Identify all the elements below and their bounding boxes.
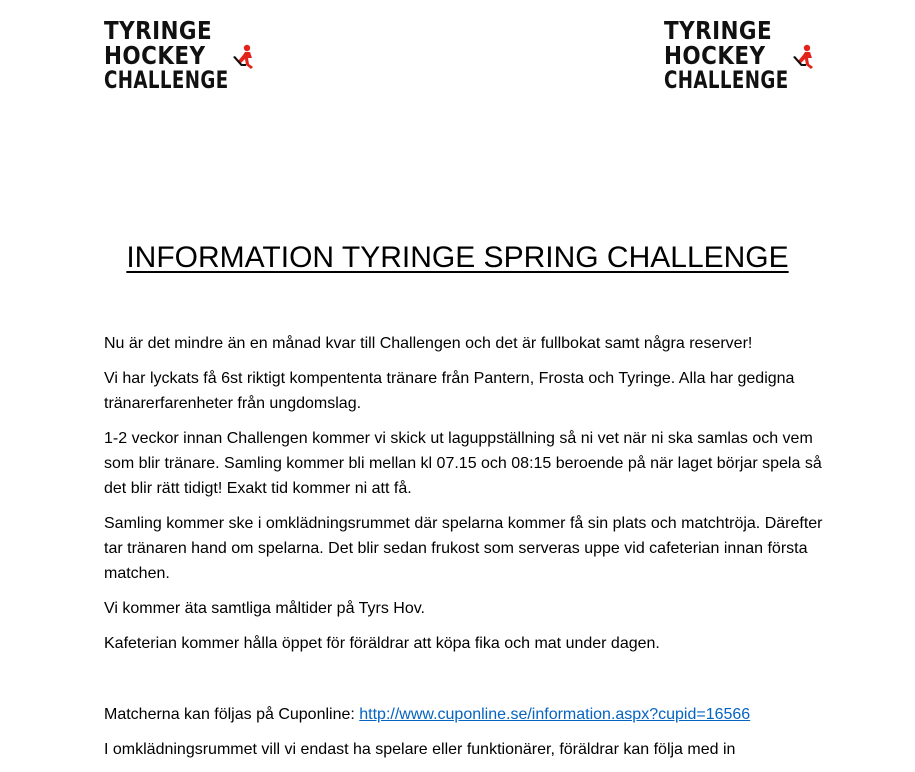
document-body — [104, 331, 824, 772]
tyringe-hockey-challenge-logo-left — [104, 18, 254, 98]
paragraph-locker-room: I omklädningsrummet vill vi endast ha spelare eller funktionärer, föräldrar kan följa med in — [104, 741, 736, 758]
logo-hockey-row — [104, 43, 254, 68]
paragraph-meals: Vi kommer äta samtliga måltider på Tyrs Hov. — [104, 600, 425, 617]
tyringe-hockey-challenge-logo-right — [664, 18, 814, 98]
paragraph-cafeteria: Kafeterian kommer hålla öppet för föräldrar att köpa fika och mat under dagen. — [104, 635, 660, 652]
hockey-player-icon — [232, 44, 256, 70]
hockey-player-icon — [792, 44, 816, 70]
logo-line-tyringe: TYRINGE — [104, 16, 213, 45]
paragraph-fully-booked: Nu är det mindre än en månad kvar till Challengen och det är fullbokat samt några reserver! — [104, 335, 753, 352]
logo-hockey-row — [664, 43, 814, 68]
logo-line-hockey: HOCKEY — [664, 41, 766, 70]
logo-line-hockey: HOCKEY — [104, 41, 206, 70]
cuponline-link[interactable]: http://www.cuponline.se/information.aspx?cupid=16566 — [359, 706, 751, 723]
document-title — [0, 238, 915, 278]
paragraph-coaches: Vi har lyckats få 6st riktigt kompententa tränare från Pantern, Frosta och Tyringe. Alla har gedigna tränarerfarenheter från ungdomslag. — [104, 370, 795, 412]
paragraph-team-lineup: 1-2 veckor innan Challengen kommer vi skick ut laguppställning så ni vet när ni ska samlas och vem som blir tränare. Samling kommer bli mellan kl 07.15 och 08:15 beroende på när laget börjar spela så det blir rätt tidigt! Exakt tid kommer ni att få. — [104, 430, 822, 497]
logo-line-challenge: CHALLENGE — [664, 66, 789, 94]
paragraph-gathering: Samling kommer ske i omklädningsrummet där spelarna kommer få sin plats och matchtröja. Därefter tar tränaren hand om spelarna. Det blir sedan frukost som serveras uppe vid cafeterian innan första matchen. — [104, 515, 823, 582]
paragraph-cuponline — [104, 702, 824, 727]
logo-line-challenge: CHALLENGE — [104, 66, 229, 94]
document-title-text: INFORMATION TYRINGE SPRING CHALLENGE — [126, 241, 789, 274]
logo-line-tyringe: TYRINGE — [664, 16, 773, 45]
cuponline-label: Matcherna kan följas på Cuponline: — [104, 706, 360, 723]
